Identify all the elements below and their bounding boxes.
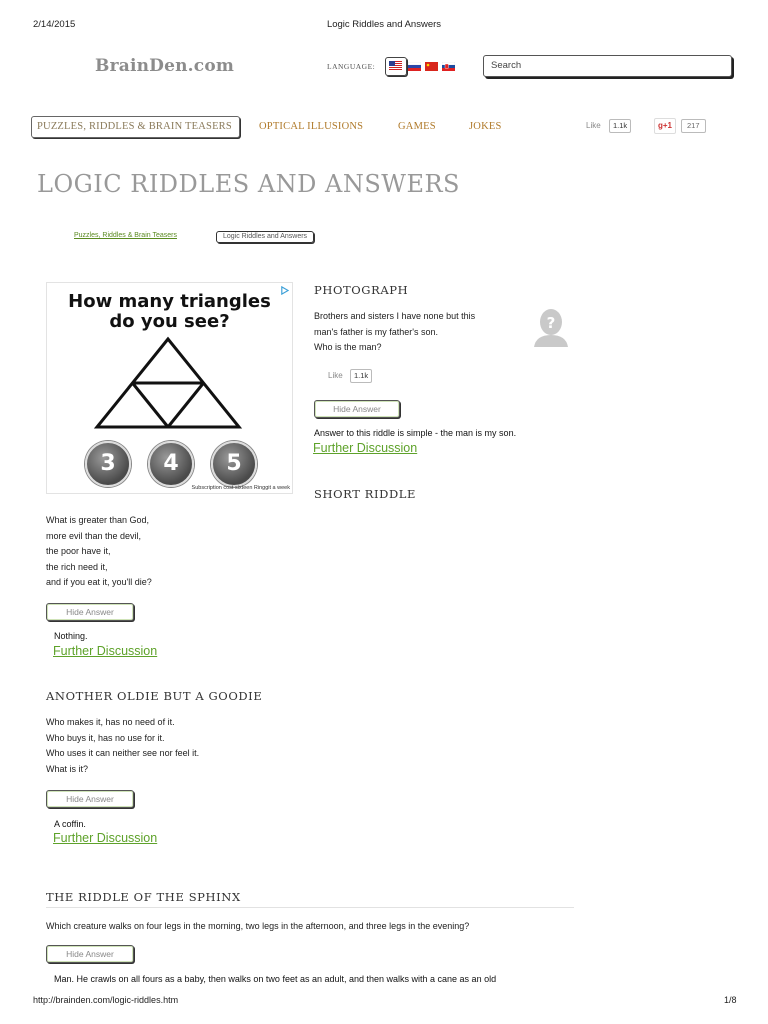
nav-like-button[interactable]: Like [586,121,601,130]
ad-footnote: Subscription cost sixteen Ringgit a week [191,485,290,491]
print-url: http://brainden.com/logic-riddles.htm [33,995,179,1005]
riddle-line: Which creature walks on four legs in the morning, two legs in the afternoon, and three legs in the evening? [46,921,470,931]
further-discussion-link-short-riddle[interactable]: Further Discussion [53,644,158,658]
language-label: LANGUAGE: [327,62,376,71]
gplus-button[interactable]: g+1 [654,118,676,134]
riddle-text-short-riddle [46,513,152,591]
triangle-figure [93,335,243,431]
ad-option-4[interactable]: 4 [148,441,194,487]
page-title: LOGIC RIDDLES AND ANSWERS [37,170,460,198]
advertisement[interactable] [46,282,293,494]
hide-answer-button-photograph[interactable]: Hide Answer [314,400,400,418]
print-doc-title: Logic Riddles and Answers [326,19,442,30]
hide-answer-button-short-riddle[interactable]: Hide Answer [46,603,134,621]
riddle-line: What is greater than God, [46,515,150,525]
riddle-like-button[interactable]: Like [328,371,343,380]
svg-text:?: ? [546,314,556,332]
nav-optical-illusions[interactable]: OPTICAL ILLUSIONS [259,121,364,132]
riddle-line: Who is the man? [314,342,382,352]
riddle-line: What is it? [46,763,89,774]
site-logo[interactable]: BrainDen.com [95,56,235,76]
riddle-line: Who uses it can neither see nor feel it. [46,748,200,758]
nav-jokes[interactable]: JOKES [469,121,502,132]
riddle-line: the poor have it, [46,546,111,556]
riddle-line: man's father is my father's son. [314,326,438,337]
answer-short-riddle: Nothing. [54,631,88,641]
riddle-text-sphinx [46,919,469,935]
hide-answer-button-oldie[interactable]: Hide Answer [46,790,134,808]
ad-option-3[interactable]: 3 [85,441,131,487]
riddle-line: Who makes it, has no need of it. [46,717,175,727]
riddle-line: Who buys it, has no use for it. [46,732,165,743]
riddle-title-sphinx: THE RIDDLE OF THE SPHINX [46,890,241,904]
riddle-text-oldie [46,715,199,777]
answer-oldie: A coffin. [54,819,86,829]
cn-flag-icon[interactable] [425,62,438,71]
riddle-text-photograph [314,309,475,356]
riddle-like-count: 1.1k [350,369,372,383]
sk-flag-icon[interactable] [442,62,455,71]
nav-puzzles[interactable]: PUZZLES, RIDDLES & BRAIN TEASERS [31,116,240,138]
answer-photograph: Answer to this riddle is simple - the man is my son. [314,428,517,438]
ad-title-line2: do you see? [109,311,230,332]
print-page-number: 1/8 [724,995,737,1005]
author-avatar-icon [532,305,570,347]
riddle-title-photograph: PHOTOGRAPH [314,283,409,297]
search-input[interactable]: Search [483,55,732,77]
ad-title-line1: How many triangles [68,291,271,312]
riddle-line: more evil than the devil, [46,530,142,541]
us-flag-icon[interactable] [389,61,402,70]
riddle-line: Brothers and sisters I have none but this [314,311,476,321]
nav-like-count: 1.1k [609,119,631,133]
answer-sphinx: Man. He crawls on all fours as a baby, then walks on two feet as an adult, and then walks with a cane as an old [54,974,497,984]
breadcrumb-current: Logic Riddles and Answers [216,231,314,243]
riddle-title-oldie: ANOTHER OLDIE BUT A GOODIE [46,689,263,703]
riddle-title-short-riddle: SHORT RIDDLE [314,487,416,501]
hide-answer-button-sphinx[interactable]: Hide Answer [46,945,134,963]
ad-option-5[interactable]: 5 [211,441,257,487]
riddle-line: the rich need it, [46,561,108,572]
section-divider [46,907,574,908]
nav-games[interactable]: GAMES [398,121,436,132]
print-date: 2/14/2015 [33,19,76,30]
further-discussion-link-oldie[interactable]: Further Discussion [53,831,158,845]
further-discussion-link-photograph[interactable]: Further Discussion [313,441,418,455]
gplus-count: 217 [681,119,706,133]
breadcrumb-puzzles[interactable]: Puzzles, Riddles & Brain Teasers [74,232,177,239]
ru-flag-icon[interactable] [408,62,421,71]
riddle-line: and if you eat it, you'll die? [46,577,152,587]
